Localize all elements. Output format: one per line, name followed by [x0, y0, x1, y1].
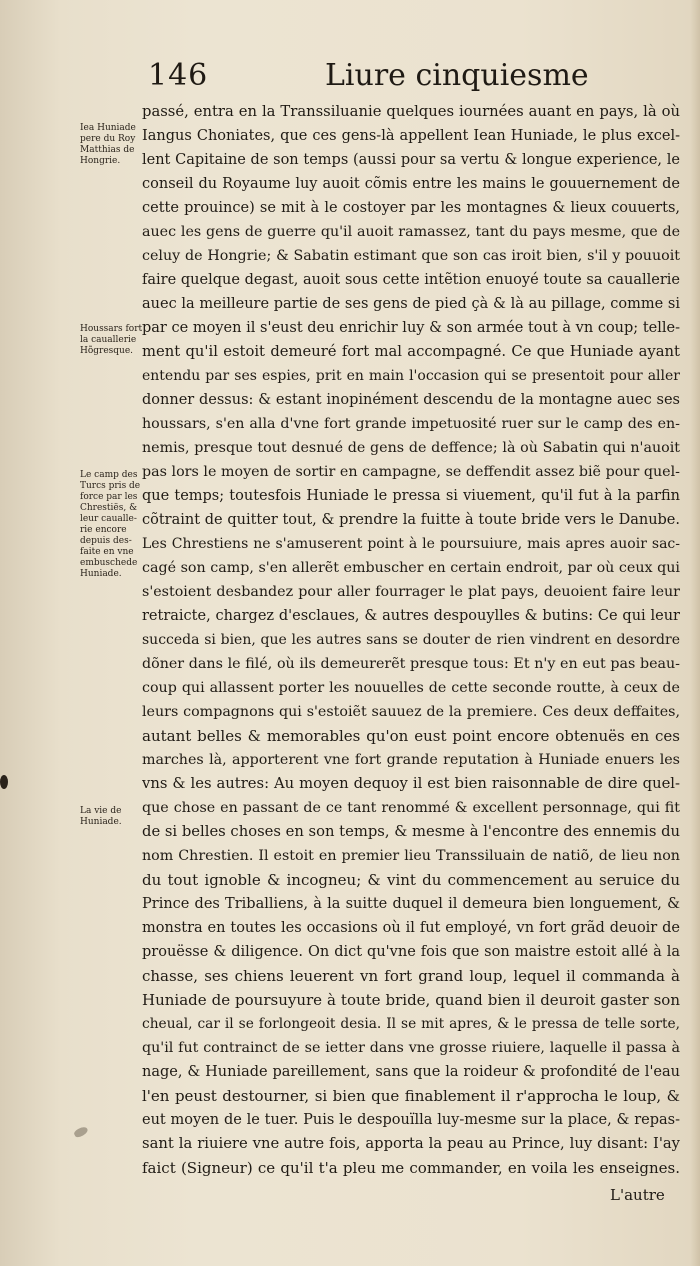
text-line: lent Capitaine de son temps (aussi pour sa vertu & longue experience, le	[142, 152, 680, 168]
text-line: du tout ignoble & incogneu; & vint du commencement au seruice du	[142, 871, 680, 889]
running-title: Liure cinquiesme	[325, 58, 589, 93]
text-line: eut moyen de le tuer. Puis le despouïlla luy-mesme sur la place, & repas-	[142, 1112, 680, 1128]
text-line: succeda si bien, que les autres sans se douter de rien vindrent en desordre	[142, 632, 680, 648]
text-line: auec les gens de guerre qu'il auoit ramassez, tant du pays mesme, que de	[142, 224, 680, 240]
text-line: nom Chrestien. Il estoit en premier lieu Transsiluain de natiõ, de lieu non	[142, 848, 680, 864]
text-line: pas lors le moyen de sortir en campagne, se deffendit assez biẽ pour quel-	[142, 464, 680, 480]
ink-spot	[0, 775, 8, 789]
text-line: marches là, apporterent vne fort grande reputation à Huniade enuers les	[142, 752, 680, 768]
text-line: leurs compagnons qui s'estoiẽt sauuez de la premiere. Ces deux deffaites,	[142, 704, 680, 720]
text-line: s'estoient desbandez pour aller fourrager le plat pays, deuoient faire leur	[142, 584, 680, 600]
text-line: auec la meilleure partie de ses gens de pied çà & là au pillage, comme si	[142, 296, 680, 312]
text-line: qu'il fut contrainct de se ietter dans vne grosse riuiere, laquelle il passa à	[142, 1040, 680, 1056]
catchword: L'autre	[610, 1186, 665, 1204]
text-line: Les Chrestiens ne s'amuserent point à le poursuiure, mais apres auoir sac-	[142, 536, 680, 552]
text-line: faict (Signeur) ce qu'il t'a pleu me commander, en voila les enseignes.	[142, 1159, 680, 1177]
text-line: Iangus Choniates, que ces gens-là appellent Iean Huniade, le plus excel-	[142, 128, 680, 144]
marginal-note: Iea Huniade pere du Roy Matthias de Hongrie.	[80, 123, 136, 166]
marginal-note: La vie de Huniade.	[80, 806, 122, 827]
text-line: cagé son camp, s'en allerẽt embuscher en certain endroit, par où ceux qui	[142, 560, 680, 576]
text-line: nemis, presque tout desnué de gens de deffence; là où Sabatin qui n'auoit	[142, 440, 680, 456]
text-line: celuy de Hongrie; & Sabatin estimant que son cas iroit bien, s'il y pouuoit	[142, 248, 680, 264]
text-line: par ce moyen il s'eust deu enrichir luy & son armée tout à vn coup; telle-	[142, 320, 680, 336]
text-line: que temps; toutesfois Huniade le pressa si viuement, qu'il fut à la parfin	[142, 488, 680, 504]
text-line: nage, & Huniade pareillement, sans que la roideur & profondité de l'eau	[142, 1064, 680, 1080]
text-line: autant belles & memorables qu'on eust point encore obtenuës en ces	[142, 727, 680, 745]
marginal-note: Houssars fort la cauallerie Hõgresque.	[80, 324, 143, 356]
text-line: de si belles choses en son temps, & mesme à l'encontre des ennemis du	[142, 823, 680, 840]
text-line: chasse, ses chiens leuerent vn fort grand loup, lequel il commanda à	[142, 967, 680, 985]
text-line: ment qu'il estoit demeuré fort mal accompagné. Ce que Huniade ayant	[142, 343, 680, 360]
text-line: passé, entra en la Transsiluanie quelques iournées auant en pays, là où	[142, 103, 680, 120]
text-line: retraicte, chargez d'esclaues, & autres despouylles & butins: Ce qui leur	[142, 608, 680, 624]
text-line: donner dessus: & estant inopinément descendu de la montagne auec ses	[142, 392, 680, 408]
folio-number: 146	[148, 58, 209, 93]
text-line: vns & les autres: Au moyen dequoy il est bien raisonnable de dire quel-	[142, 775, 680, 792]
ink-smudge	[73, 1125, 89, 1139]
text-line: dõner dans le filé, où ils demeurerẽt presque tous: Et n'y en eut pas beau-	[142, 656, 680, 672]
text-line: coup qui allassent porter les nouuelles de cette seconde routte, à ceux de	[142, 680, 680, 696]
text-line: conseil du Royaume luy auoit cõmis entre les mains le gouuernement de	[142, 176, 680, 192]
text-line: cheual, car il se forlongeoit desia. Il se mit apres, & le pressa de telle sorte,	[142, 1016, 680, 1032]
text-line: cette prouince) se mit à le costoyer par les montagnes & lieux couuerts,	[142, 200, 680, 216]
text-line: que chose en passant de ce tant renommé & excellent personnage, qui fit	[142, 800, 680, 816]
text-line: entendu par ses espies, prit en main l'occasion qui se presentoit pour aller	[142, 368, 680, 384]
text-line: cõtraint de quitter tout, & prendre la fuitte à toute bride vers le Danube.	[142, 512, 680, 528]
text-line: faire quelque degast, auoit sous cette intẽtion enuoyé toute sa cauallerie	[142, 272, 680, 288]
text-line: sant la riuiere vne autre fois, apporta la peau au Prince, luy disant: I'ay	[142, 1135, 680, 1152]
marginal-note: Le camp des Turcs pris de force par les Chrestiës, & leur caualle-rie encore depuis des-faite en vne embuschede Huniade.	[80, 470, 141, 579]
text-line: l'en peust destourner, si bien que finablement il r'approcha le loup, &	[142, 1087, 680, 1105]
text-line: houssars, s'en alla d'vne fort grande impetuosité ruer sur le camp des en-	[142, 416, 680, 432]
text-line: prouësse & diligence. On dict qu'vne fois que son maistre estoit allé à la	[142, 944, 680, 960]
text-line: monstra en toutes les occasions où il fut employé, vn fort grãd deuoir de	[142, 920, 680, 936]
body-text	[142, 100, 680, 1180]
text-line: Prince des Triballiens, à la suitte duquel il demeura bien longuement, &	[142, 896, 680, 912]
text-line: Huniade de poursuyure à toute bride, quand bien il deuroit gaster son	[142, 991, 680, 1009]
page-header	[140, 52, 589, 96]
